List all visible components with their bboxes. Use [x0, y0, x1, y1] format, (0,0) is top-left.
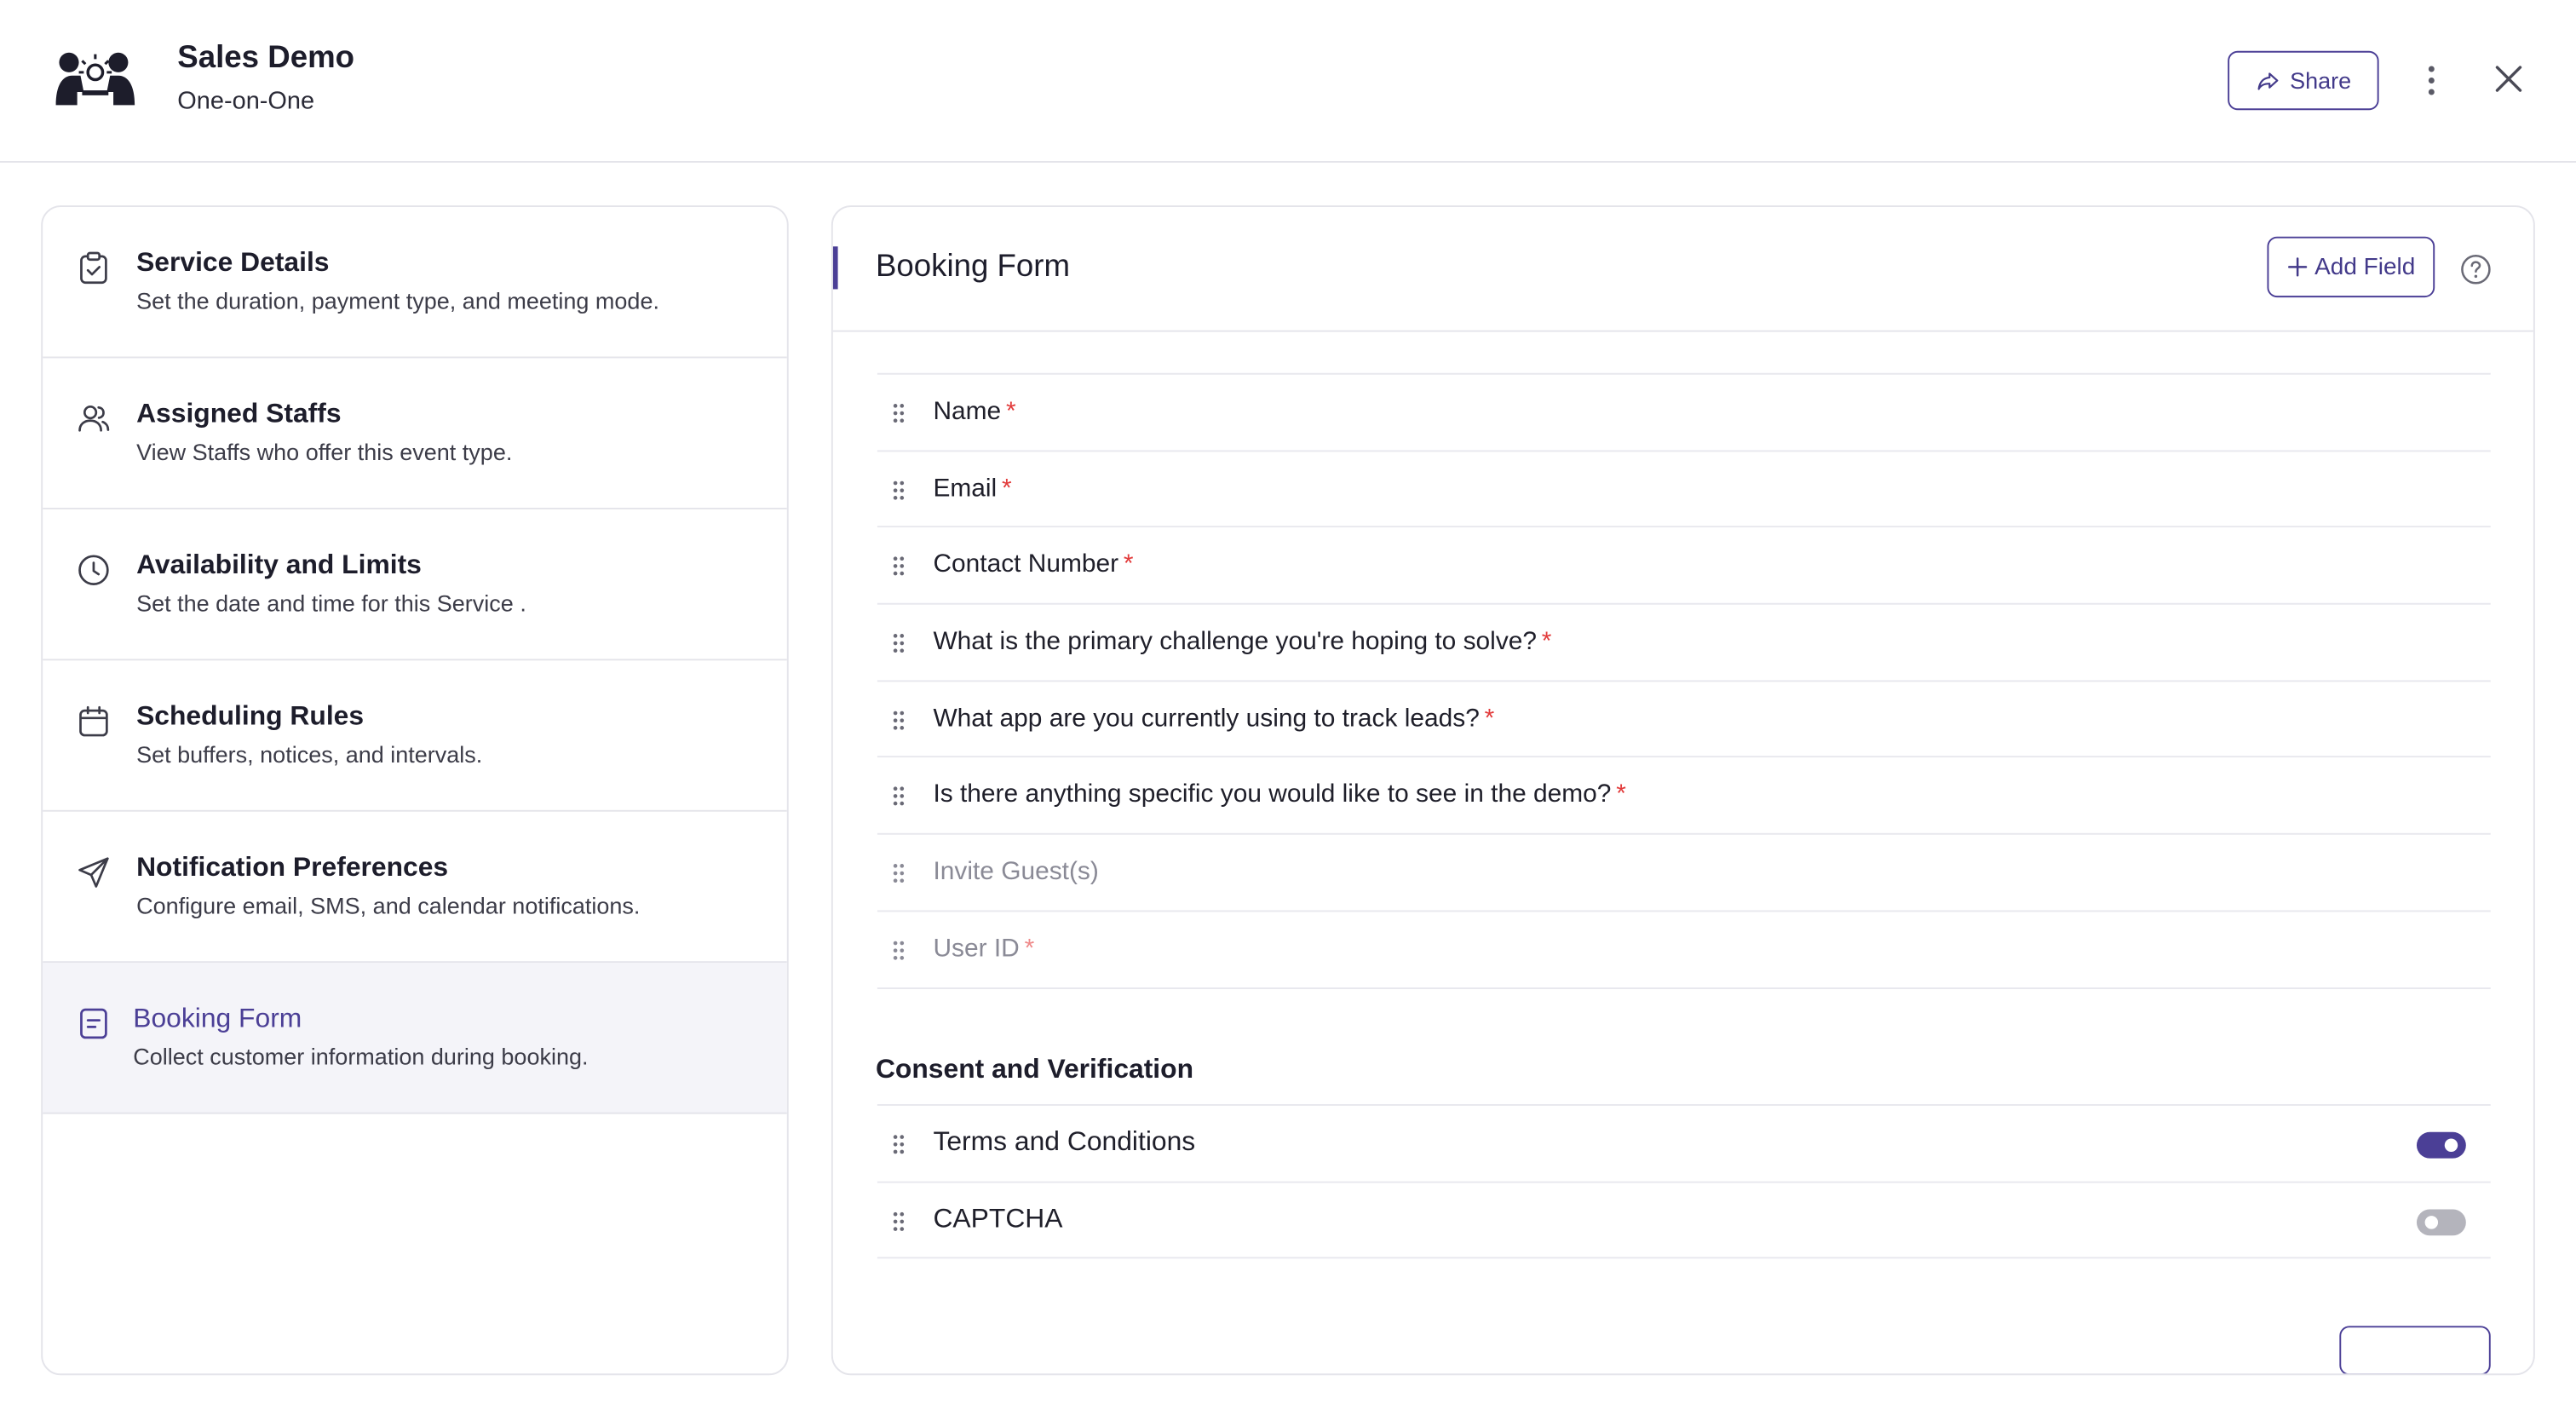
captcha-toggle[interactable]	[2417, 1208, 2466, 1234]
drag-handle-icon[interactable]	[892, 1134, 905, 1155]
field-label	[933, 475, 1011, 504]
more-vertical-icon[interactable]	[2415, 62, 2448, 98]
save-button-partially-visible[interactable]	[2339, 1326, 2490, 1375]
sidebar-item-title: Service Details	[136, 248, 330, 278]
required-marker: *	[1541, 627, 1552, 656]
sidebar-item-assigned-staffs[interactable]	[43, 358, 787, 509]
sidebar-item-description: Collect customer information during booking.	[133, 1043, 589, 1070]
form-field-row-disabled[interactable]	[877, 912, 2491, 988]
consent-section-title: Consent and Verification	[875, 1055, 1194, 1085]
calendar-icon	[76, 703, 112, 739]
required-marker: *	[1484, 704, 1495, 733]
team-meeting-icon	[53, 46, 138, 112]
field-label	[933, 705, 1494, 734]
form-field-row[interactable]	[877, 528, 2491, 605]
active-section-indicator	[833, 246, 838, 289]
form-field-row[interactable]	[877, 605, 2491, 682]
drag-handle-icon[interactable]	[892, 940, 905, 961]
consent-label: CAPTCHA	[933, 1203, 1063, 1234]
consent-row-captcha[interactable]	[877, 1182, 2491, 1259]
drag-handle-icon[interactable]	[892, 710, 905, 731]
form-field-row[interactable]	[877, 682, 2491, 758]
form-field-row-disabled[interactable]	[877, 835, 2491, 912]
drag-handle-icon[interactable]	[892, 633, 905, 654]
consent-list	[877, 1104, 2491, 1258]
share-icon	[2256, 68, 2280, 93]
sidebar-item-title: Booking Form	[133, 1004, 302, 1034]
consent-label: Terms and Conditions	[933, 1127, 1196, 1157]
booking-form-panel	[831, 205, 2535, 1375]
field-label	[933, 858, 1098, 888]
field-label	[933, 398, 1015, 428]
sidebar-item-title: Notification Preferences	[136, 852, 449, 883]
drag-handle-icon[interactable]	[892, 863, 905, 884]
form-field-row[interactable]	[877, 375, 2491, 452]
sidebar-item-description: Set the date and time for this Service .	[136, 590, 526, 617]
required-marker: *	[1001, 474, 1012, 503]
required-marker: *	[1616, 780, 1626, 809]
field-label-text: Is there anything specific you would like to see in the demo?	[933, 780, 1612, 809]
drag-handle-icon[interactable]	[892, 403, 905, 424]
sidebar-item-title: Scheduling Rules	[136, 701, 365, 732]
share-label: Share	[2290, 67, 2352, 94]
terms-toggle[interactable]	[2417, 1132, 2466, 1159]
field-label	[933, 781, 1625, 811]
field-label-text: Name	[933, 397, 1002, 426]
toggle-knob	[2445, 1139, 2458, 1152]
field-label-text: User ID	[933, 935, 1020, 963]
drag-handle-icon[interactable]	[892, 786, 905, 808]
send-icon	[76, 854, 112, 890]
toggle-knob	[2425, 1215, 2438, 1228]
top-header	[0, 0, 2576, 163]
sidebar-item-scheduling-rules[interactable]	[43, 660, 787, 811]
clock-icon	[76, 552, 112, 588]
sidebar-item-booking-form[interactable]	[43, 963, 787, 1113]
share-button[interactable]	[2228, 51, 2378, 110]
sidebar-item-availability-limits[interactable]	[43, 509, 787, 660]
sidebar-item-description: Set buffers, notices, and intervals.	[136, 740, 483, 768]
panel-header	[833, 207, 2533, 332]
users-icon	[76, 401, 112, 437]
sidebar-item-notification-preferences[interactable]	[43, 812, 787, 963]
drag-handle-icon[interactable]	[892, 1210, 905, 1231]
settings-sidebar	[41, 205, 789, 1375]
help-circle-icon[interactable]	[2459, 253, 2493, 286]
app-title: Sales Demo	[177, 41, 355, 76]
field-label-text: What is the primary challenge you're hoping to solve?	[933, 627, 1538, 656]
field-label	[933, 935, 1034, 964]
sidebar-item-title: Assigned Staffs	[136, 399, 342, 429]
field-label-text: Invite Guest(s)	[933, 857, 1099, 886]
sidebar-item-description: Configure email, SMS, and calendar notifications.	[136, 892, 641, 919]
add-field-button[interactable]	[2267, 237, 2435, 297]
drag-handle-icon[interactable]	[892, 480, 905, 501]
plus-icon	[2286, 256, 2308, 278]
consent-row-terms[interactable]	[877, 1106, 2491, 1182]
form-field-row[interactable]	[877, 758, 2491, 835]
form-fields-list	[877, 373, 2491, 988]
required-marker: *	[1005, 397, 1016, 426]
clipboard-check-icon	[76, 250, 112, 285]
required-marker: *	[1024, 935, 1035, 963]
drag-handle-icon[interactable]	[892, 556, 905, 578]
panel-title: Booking Form	[875, 250, 1071, 285]
field-label-text: Email	[933, 474, 998, 503]
add-field-label: Add Field	[2314, 253, 2416, 280]
sidebar-item-service-details[interactable]	[43, 207, 787, 358]
form-icon	[76, 1005, 112, 1041]
field-label	[933, 628, 1551, 658]
sidebar-item-description: View Staffs who offer this event type.	[136, 438, 513, 465]
field-label-text: Contact Number	[933, 550, 1119, 579]
form-field-row[interactable]	[877, 452, 2491, 528]
sidebar-item-title: Availability and Limits	[136, 550, 422, 580]
required-marker: *	[1123, 550, 1134, 579]
field-label	[933, 551, 1133, 581]
app-subtitle: One-on-One	[177, 87, 315, 116]
close-icon[interactable]	[2491, 60, 2527, 96]
field-label-text: What app are you currently using to track leads?	[933, 704, 1480, 733]
sidebar-item-description: Set the duration, payment type, and meeting mode.	[136, 287, 659, 314]
